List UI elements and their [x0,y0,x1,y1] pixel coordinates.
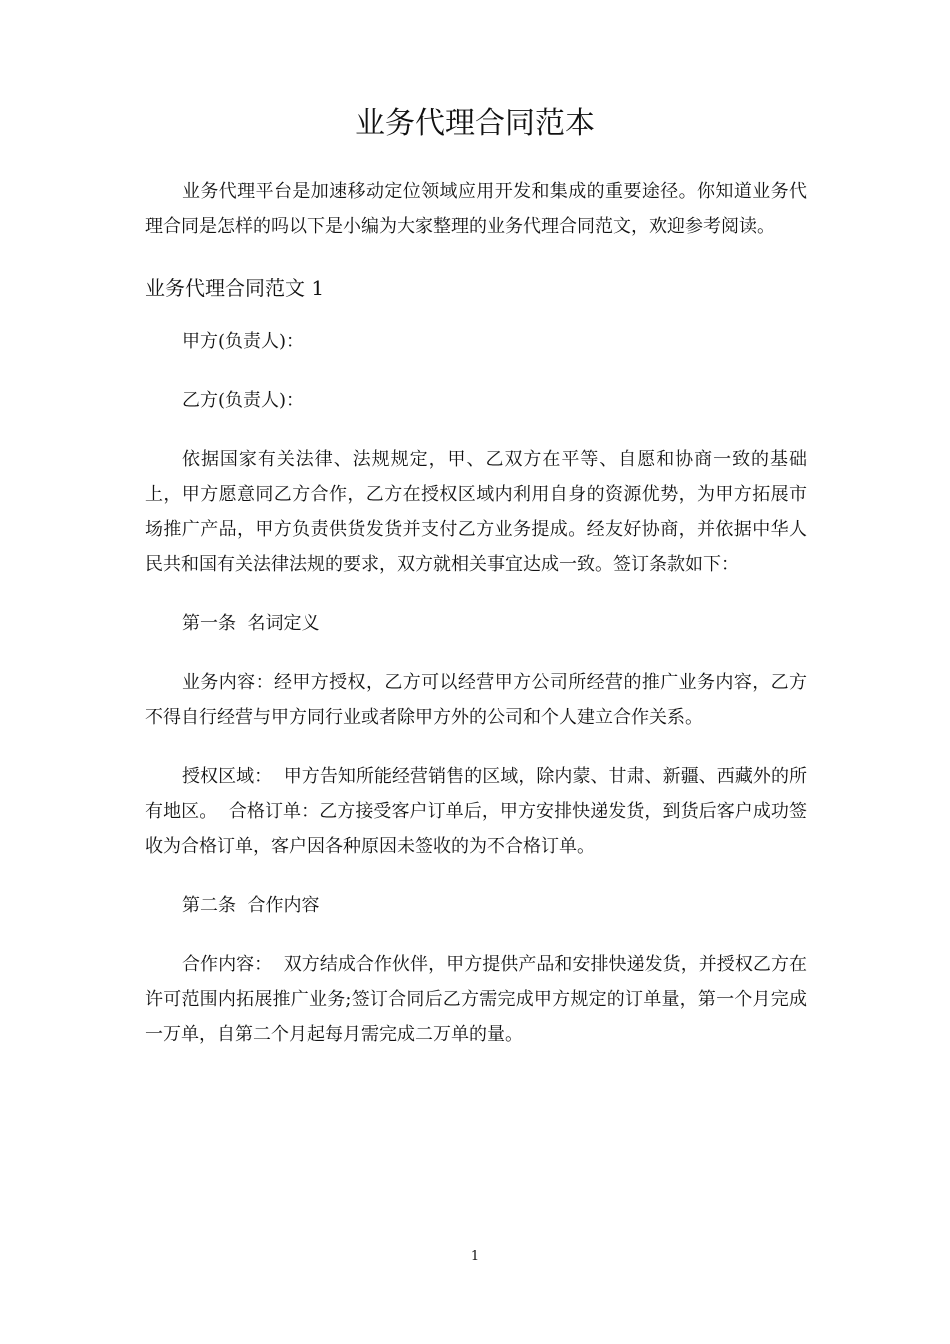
article-1-title: 第一条 名词定义 [182,613,320,634]
preamble-paragraph: 依据国家有关法律、法规规定，甲、乙双方在平等、自愿和协商一致的基础上，甲方愿意同乙方合作，乙方在授权区域内利用自身的资源优势，为甲方拓展市场推广产品，甲方负责供货发货并支付乙方业务提成。经友好协商，并依据中华人民共和国有关法律法规的要求，双方就相关事宜达成一致。签订条款如下： [145,449,807,575]
article-1-region-paragraph: 授权区域： 甲方告知所能经营销售的区域，除内蒙、甘肃、新疆、西藏外的所有地区。 合格订单：乙方接受客户订单后，甲方安排快递发货，到货后客户成功签收为合格订单，客户因各种原因未签收的为不合格订单。 [145,766,807,857]
article-1-business-paragraph: 业务内容：经甲方授权，乙方可以经营甲方公司所经营的推广业务内容，乙方不得自行经营与甲方同行业或者除甲方外的公司和个人建立合作关系。 [145,672,807,728]
party-a-line: 甲方(负责人)： [182,331,305,352]
article-2-title: 第二条 合作内容 [182,895,320,916]
document-body [145,174,807,1076]
page-number: 1 [470,1249,480,1264]
intro-paragraph: 业务代理平台是加速移动定位领域应用开发和集成的重要途径。你知道业务代理合同是怎样的吗以下是小编为大家整理的业务代理合同范文，欢迎参考阅读。 [145,181,807,237]
section-heading: 业务代理合同范文 1 [145,276,325,300]
article-2-content-paragraph: 合作内容： 双方结成合作伙伴，甲方提供产品和安排快递发货，并授权乙方在许可范围内拓展推广业务;签订合同后乙方需完成甲方规定的订单量，第一个月完成一万单，自第二个月起每月需完成二万单的量。 [145,954,807,1045]
party-b-line: 乙方(负责人)： [182,390,305,411]
document-title: 业务代理合同范本 [355,106,595,141]
